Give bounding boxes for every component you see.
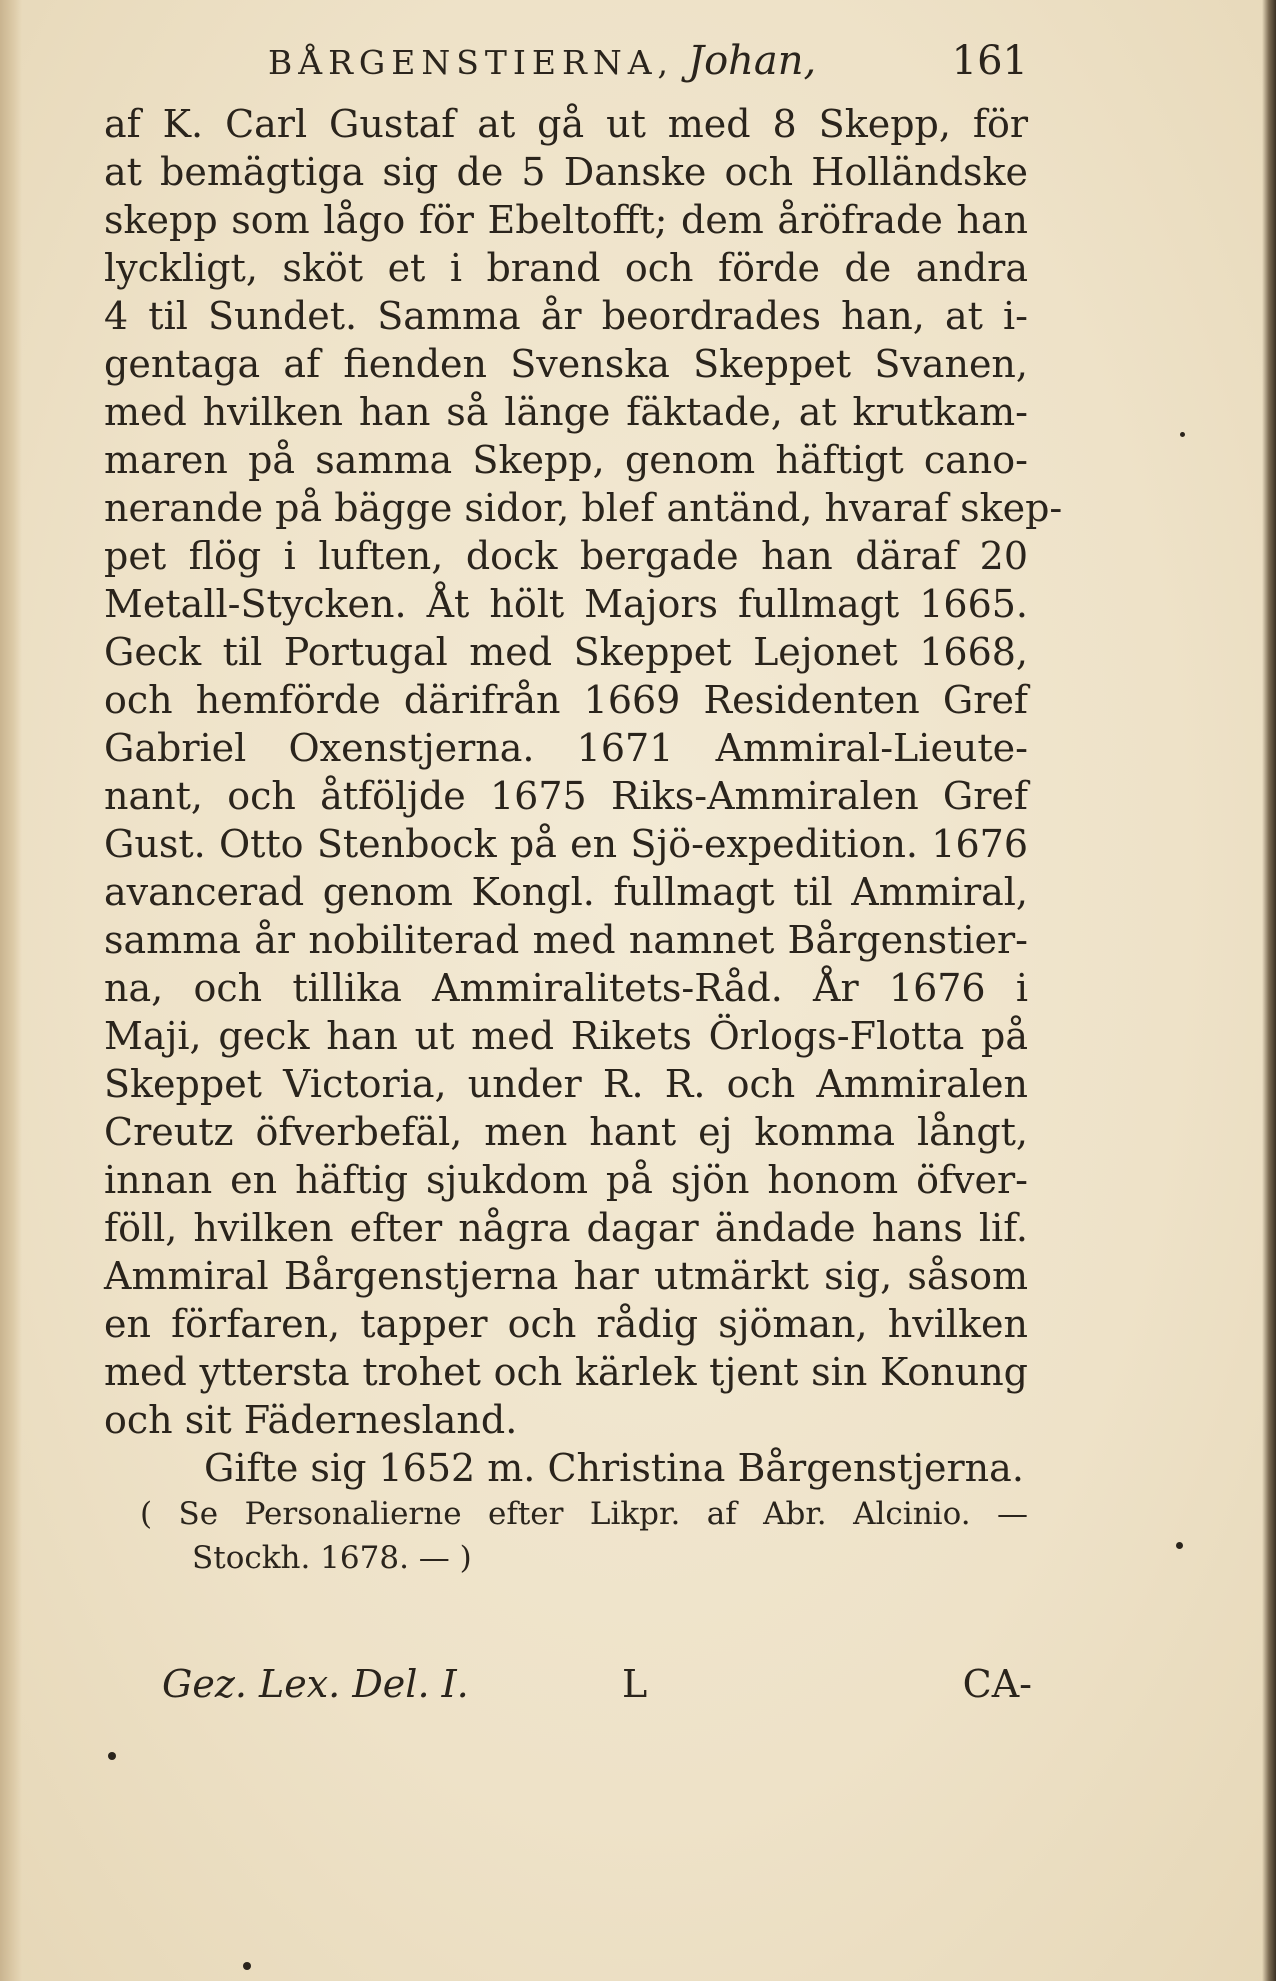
text-line: och hemförde därifrån 1669 Residenten Gref: [104, 678, 1028, 722]
text-line: Gust. Otto Stenbock på en Sjö-expedition. 1676: [104, 822, 1028, 866]
text-line: med hvilken han så länge fäktade, at krutkam-: [104, 390, 1028, 434]
text-line: lyckligt, sköt et i brand och förde de andra: [104, 246, 1028, 290]
text-line: Skeppet Victoria, under R. R. och Ammiralen: [104, 1062, 1028, 1106]
ink-speck: [108, 1752, 116, 1760]
text-line: af K. Carl Gustaf at gå ut med 8 Skepp, för: [104, 102, 1028, 146]
text-line: Geck til Portugal med Skeppet Lejonet 1668,: [104, 630, 1028, 674]
running-head: [268, 38, 1028, 88]
ink-speck: [243, 1962, 251, 1970]
page-number: 161: [951, 38, 1028, 84]
text-line: at bemägtiga sig de 5 Danske och Holländske: [104, 150, 1028, 194]
reference-line: ( Se Personalierne efter Likpr. af Abr. Alcinio. —: [140, 1496, 1028, 1532]
text-line: pet flög i luften, dock bergade han däraf 20: [104, 534, 1028, 578]
text-line: na, och tillika Ammiralitets-Råd. År 1676 i: [104, 966, 1028, 1010]
ink-speck: [1180, 432, 1185, 437]
text-line: Gabriel Oxenstjerna. 1671 Ammiral-Lieute-: [104, 726, 1028, 770]
text-line: gentaga af fienden Svenska Skeppet Svanen,: [104, 342, 1028, 386]
text-line: med yttersta trohet och kärlek tjent sin Konung: [104, 1350, 1028, 1394]
text-line: nant, och åtföljde 1675 Riks-Ammiralen Gref: [104, 774, 1028, 818]
page-edge-shadow: [1262, 0, 1276, 1981]
page-binding-shadow: [0, 0, 22, 1981]
marriage-line: Gifte sig 1652 m. Christina Bårgenstjerna.: [204, 1446, 1024, 1490]
body-text: [104, 100, 1063, 1580]
text-line: avancerad genom Kongl. fullmagt til Ammiral,: [104, 870, 1028, 914]
catchword: CA-: [962, 1662, 1032, 1706]
text-line: föll, hvilken efter några dagar ändade hans lif.: [104, 1206, 1028, 1250]
text-line: en förfaren, tapper och rådig sjöman, hvilken: [104, 1302, 1028, 1346]
text-line: Creutz öfverbefäl, men hant ej komma långt,: [104, 1110, 1028, 1154]
ink-speck: [1176, 1542, 1183, 1549]
text-line: 4 til Sundet. Samma år beordrades han, at i-: [104, 294, 1028, 338]
text-line: innan en häftig sjukdom på sjön honom öfver-: [104, 1158, 1028, 1202]
signature-mark: Gez. Lex. Del. I.: [162, 1662, 469, 1706]
text-line: och sit Fädernesland.: [104, 1398, 518, 1442]
text-line: skepp som lågo för Ebeltofft; dem åröfrade han: [104, 198, 1028, 242]
text-line: nerande på bägge sidor, blef antänd, hvaraf skep-: [104, 486, 1063, 530]
running-head-surname: BÅRGENSTIERNA,: [268, 43, 675, 82]
reference-line: Stockh. 1678. — ): [192, 1540, 472, 1576]
text-line: Metall-Stycken. Åt hölt Majors fullmagt 1665.: [104, 582, 1028, 626]
text-line: Ammiral Bårgenstjerna har utmärkt sig, såsom: [104, 1254, 1028, 1298]
running-head-given-name: Johan,: [688, 38, 817, 84]
text-line: Maji, geck han ut med Rikets Örlogs-Flotta på: [104, 1014, 1028, 1058]
text-line: samma år nobiliterad med namnet Bårgenstier-: [104, 918, 1028, 962]
text-line: maren på samma Skepp, genom häftigt cano-: [104, 438, 1028, 482]
signature-letter: L: [622, 1662, 648, 1706]
page-footer: [162, 1662, 1032, 1722]
